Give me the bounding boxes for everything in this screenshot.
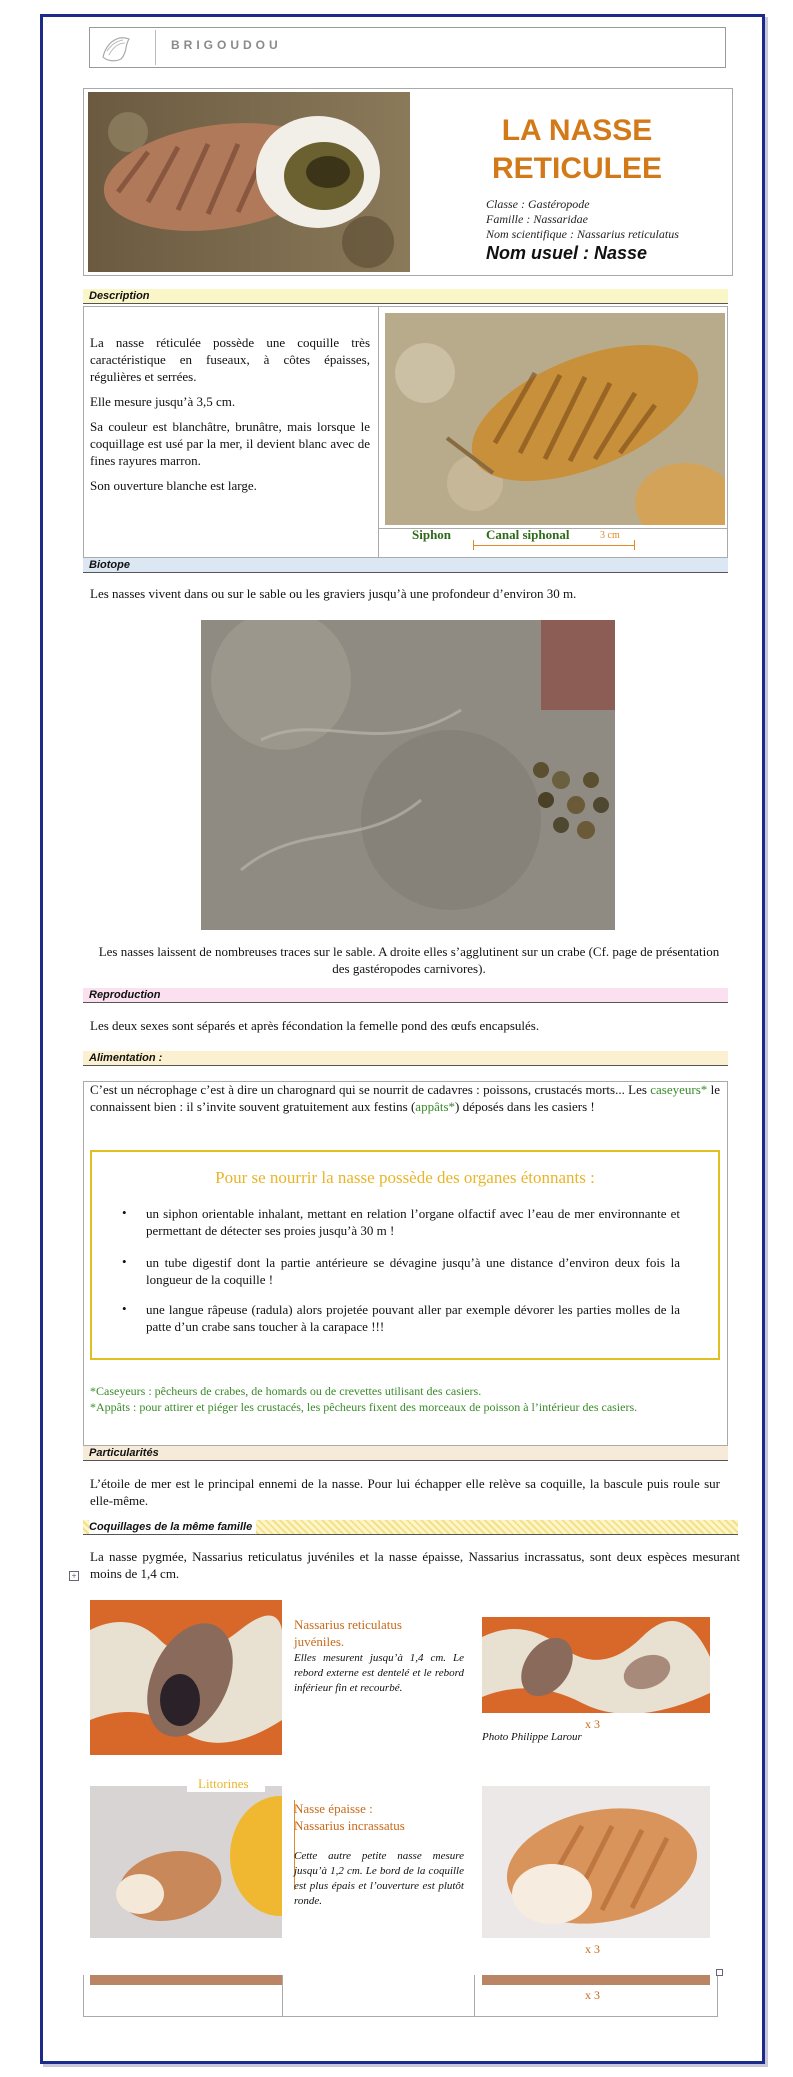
section-reproduction [83,988,728,1003]
section-description-label: Description [89,290,150,302]
nasse-header-photo [88,92,410,272]
alimentation-intro [90,1081,720,1115]
intro-part-c: ) déposés dans les casiers ! [455,1099,595,1114]
section-particularites-label: Particularités [89,1447,159,1459]
incrassatus-littorines-photo [90,1786,282,1938]
appats-term: appâts* [415,1099,456,1114]
shell-logo-icon [99,31,135,65]
bottom-table-divider-2 [474,1975,475,2017]
sand-traces-photo [201,620,615,930]
scale-bar [474,545,634,546]
bullet-dot-2: • [122,1254,127,1269]
intro-part-b: le connaissent bien : il s’invite souvent gratuitement aux festins ( [90,1082,720,1114]
footnote-appats: *Appâts : pour attirer et piéger les crustacés, les pêcheurs fixent des morceaux de poisson à l’intérieur des casiers. [90,1400,638,1414]
section-reproduction-label: Reproduction [89,989,161,1001]
bottom-photo-strip-left [90,1975,282,1985]
reproduction-text: Les deux sexes sont séparés et après fécondation la femelle pond des œufs encapsulés. [90,1018,540,1033]
description-p4: Son ouverture blanche est large. [90,478,257,493]
bottom-table-divider-1 [282,1975,283,2017]
label-siphon: Siphon [412,527,452,542]
section-particularites [83,1446,728,1461]
intro-part-a: C’est un nécrophage c’est à dire un charognard qui se nourrit de cadavres : poissons, crustacés morts... Les [90,1082,651,1097]
juvenile-nasse-photo [90,1600,282,1755]
bottom-scale: x 3 [585,1988,600,2002]
section-famille-label: Coquillages de la même famille [89,1520,256,1534]
scale-tick-left [473,540,474,550]
caseyeurs-term: caseyeurs* [650,1082,708,1097]
bottom-photo-strip-right [482,1975,710,1985]
littorines-label: Littorines [198,1776,249,1791]
description-p3: Sa couleur est blanchâtre, brunâtre, mais lorsque le coquillage est usé par la mer, il devient blanc avec de fines rayures marron. [90,419,370,468]
nasse-sand-photo [385,313,725,525]
title-line-2: RETICULEE [491,152,662,185]
logo-text: BRIGOUDOU [171,38,282,52]
callout-title: Pour se nourrir la nasse possède des organes étonnants : [215,1168,595,1187]
biotope-photo-caption: Les nasses laissent de nombreuses traces sur le sable. A droite elles s’agglutinent sur un crabe (Cf. page de présentation des gastéropodes carnivores). [98,944,720,976]
logo-separator [155,30,156,65]
particularites-text: L’étoile de mer est le principal ennemi de la nasse. Pour lui échapper elle relève sa coquille, la bascule puis roule sur elle-même. [90,1476,720,1508]
famille-line: Famille : Nassaridae [486,212,588,226]
callout-bullet-1: un siphon orientable inhalant, mettant en relation l’organe olfactif avec l’eau de mer environnante et permettant de détecter ses proies jusqu’à 30 m ! [146,1206,680,1238]
section-biotope [83,558,728,573]
classe-line: Classe : Gastéropode [486,197,590,211]
description-p1: La nasse réticulée possède une coquille très caractéristique en fuseaux, à côtes épaisses, régulières et serrées. [90,335,370,384]
species-title [470,112,684,188]
label-canal-siphonal: Canal siphonal [486,527,570,542]
photo-credit: Photo Philippe Larour [482,1731,582,1743]
description-divider [378,306,379,558]
incrassatus-scale: x 3 [585,1942,600,1956]
scale-3cm: 3 cm [600,530,620,541]
juvenile-description: Elles mesurent jusqu’à 1,4 cm. Le rebord externe est dentelé et le rebord inférieur fin et recourbé. [294,1652,464,1694]
table-resize-handle-icon[interactable] [716,1969,723,1976]
bullet-dot-3: • [122,1301,127,1316]
title-line-1: LA NASSE [501,114,653,147]
scale-tick-right [634,540,635,550]
callout-bullet-3: une langue râpeuse (radula) alors projetée pouvant aller par exemple dévorer les parties molles de la patte d’un crabe sans toucher à la carapace !!! [146,1302,680,1334]
incrassatus-title-1: Nasse épaisse : [294,1801,373,1816]
section-biotope-label: Biotope [89,559,130,571]
scientific-name-line: Nom scientifique : Nassarius reticulatus [486,227,679,241]
bullet-dot-1: • [122,1205,127,1220]
section-description [83,289,728,304]
juvenile-scale: x 3 [585,1717,600,1731]
footnote-caseyeurs: *Caseyeurs : pêcheurs de crabes, de homards ou de crevettes utilisant des casiers. [90,1384,482,1398]
incrassatus-title-2: Nassarius incrassatus [294,1818,405,1833]
biotope-text: Les nasses vivent dans ou sur le sable ou les graviers jusqu’à une profondeur d’environ 30 m. [90,586,577,601]
section-alimentation [83,1051,728,1066]
description-p2: Elle mesure jusqu’à 3,5 cm. [90,394,236,409]
callout-bullet-2: un tube digestif dont la partie antérieure se dévagine jusqu’à une distance d’environ deux fois la longueur de la coquille ! [146,1255,680,1287]
incrassatus-x3-photo [482,1786,710,1938]
incrassatus-description: Cette autre petite nasse mesure jusqu’à 1,2 cm. Le bord de la coquille est plus épais et l’ouverture est plutôt ronde. [294,1850,464,1907]
table-move-handle-icon[interactable]: + [69,1571,79,1581]
section-alimentation-label: Alimentation : [89,1052,163,1064]
juvenile-title: Nassarius reticulatus juvéniles. [294,1617,402,1649]
famille-intro: La nasse pygmée, Nassarius reticulatus juvéniles et la nasse épaisse, Nassarius incrassatus, sont deux espèces mesurant moins de 1,4 cm. [90,1549,740,1581]
juvenile-x3-photo [482,1617,710,1713]
section-famille [83,1520,738,1535]
description-text [90,334,370,494]
usual-name: Nom usuel : Nasse [486,243,648,263]
